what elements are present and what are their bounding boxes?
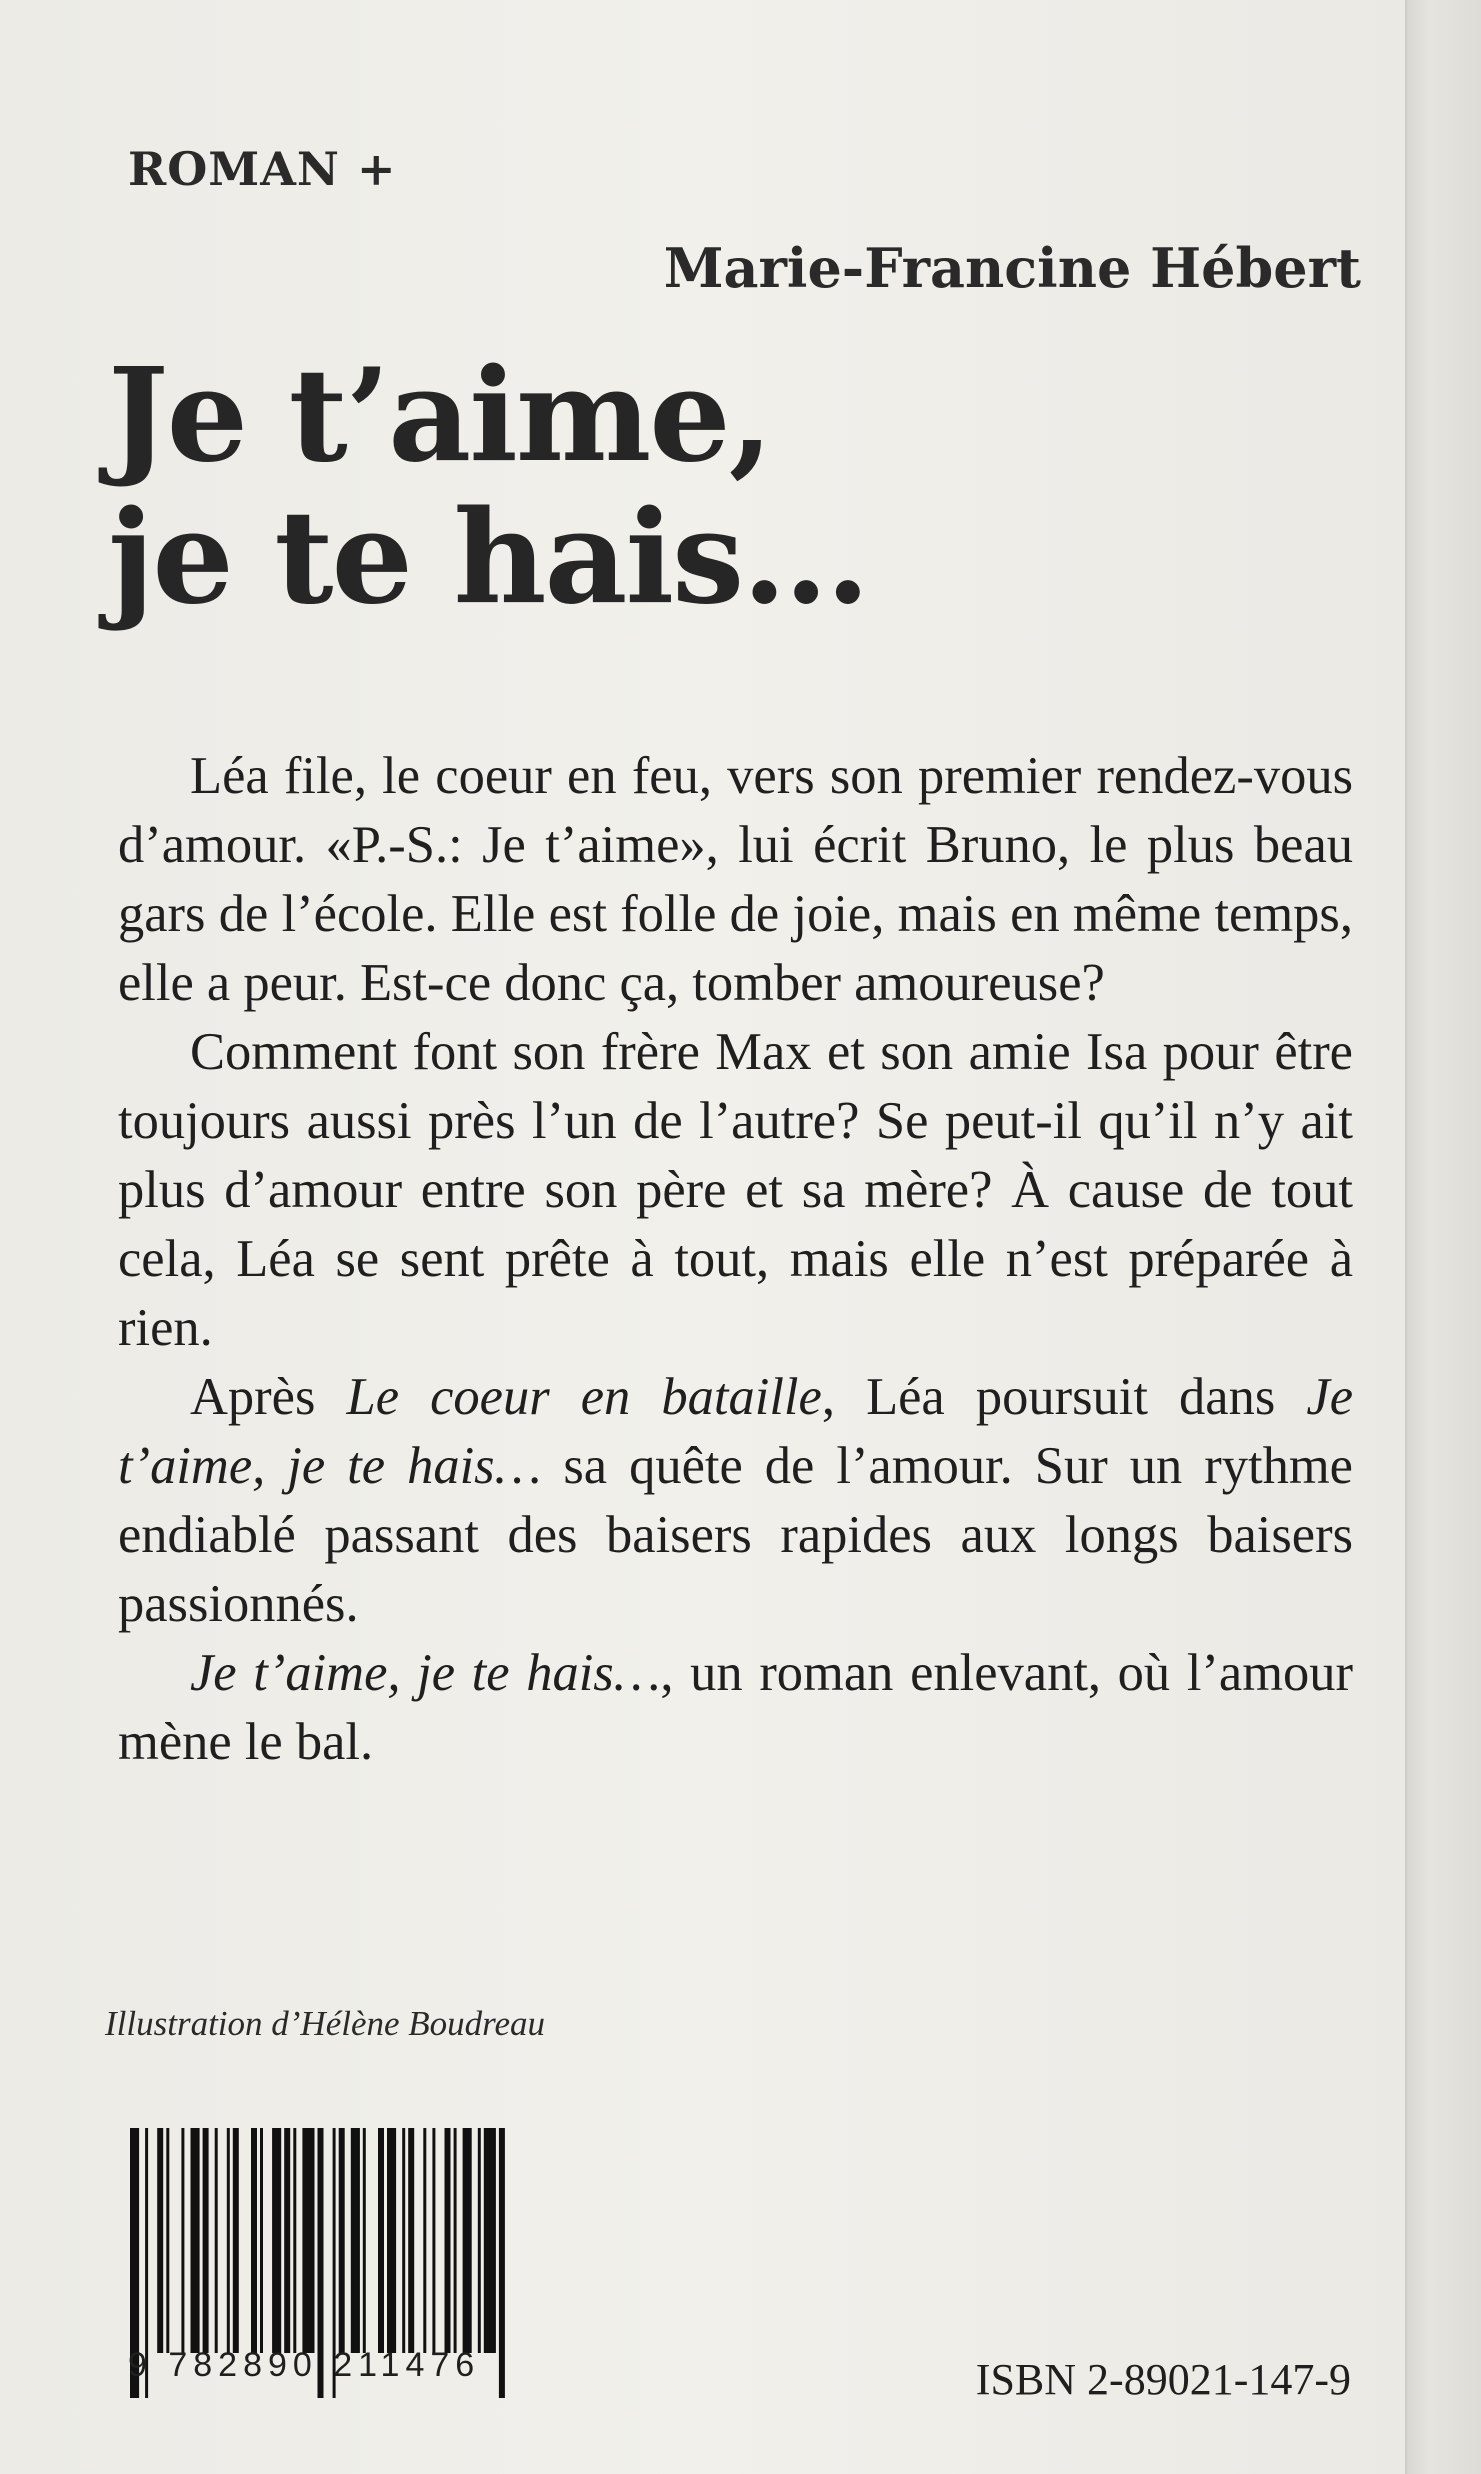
series-label: ROMAN + — [128, 142, 397, 196]
barcode-bar — [203, 2128, 209, 2353]
barcode-bar — [454, 2128, 457, 2353]
barcode-bar — [402, 2128, 405, 2353]
isbn-label: ISBN 2-89021-147-9 — [975, 2355, 1351, 2404]
barcode-bar — [251, 2128, 257, 2353]
blurb — [118, 742, 1353, 1777]
barcode-bar — [445, 2128, 451, 2353]
barcode-bar — [339, 2128, 345, 2353]
barcode-bar — [363, 2128, 366, 2353]
blurb-paragraph-3 — [118, 1363, 1353, 1639]
barcode-bar — [484, 2128, 496, 2353]
barcode-bar — [293, 2128, 296, 2353]
barcode-bar — [233, 2128, 239, 2353]
blurb-paragraph-2: Comment font son frère Max et son amie Isa pour être toujours aussi près l’un de l’autre? Se peut-il qu’il n’y ait plus d’amour entre son père et sa mère? À cause de tout cela, Léa se sent prête à tout, mais elle n’est préparée à rien. — [118, 1023, 1353, 1357]
blurb-paragraph-1: Léa file, le coeur en feu, vers son premier rendez-vous d’amour. «P.-S.: Je t’aime», lui écrit Bruno, le plus beau gars de l’école. Elle est folle de joie, mais en même temps, elle a peur. Est-ce donc ça, tomber amoureuse? — [118, 747, 1353, 1012]
barcode-bar — [272, 2128, 281, 2353]
blurb-text: Après — [190, 1368, 347, 1426]
barcode-bar — [260, 2128, 263, 2353]
barcode-bar — [227, 2128, 230, 2353]
blurb-text: sa quête de l’amour. Sur un rythme endiablé passant des baisers rapides aux longs baisers passionnés. — [118, 1437, 1353, 1633]
barcode-bar — [351, 2128, 360, 2353]
blurb-text: , un roman enlevant, où l’amour mène le bal. — [118, 1644, 1354, 1771]
book-reference: Le coeur en bataille — [346, 1368, 822, 1426]
barcode-bar — [302, 2128, 314, 2353]
barcode-bar — [387, 2128, 396, 2353]
barcode-bar — [191, 2128, 200, 2353]
barcode-bar — [408, 2128, 414, 2353]
blurb-text: , Léa poursuit dans — [821, 1368, 1307, 1426]
barcode-bar — [181, 2128, 184, 2353]
barcode-number: 9 782890 211476 — [128, 2346, 481, 2384]
illustration-credit: Illustration d’Hélène Boudreau — [105, 2004, 546, 2043]
author-name: Marie-Francine Hébert — [663, 236, 1361, 300]
barcode-bar — [166, 2128, 169, 2353]
barcode-bar — [478, 2128, 481, 2353]
book-reference: Je t’aime, je te hais… — [190, 1644, 661, 1702]
barcode-bar — [378, 2128, 384, 2353]
barcode-bar — [284, 2128, 290, 2353]
blurb-paragraph-4 — [118, 1639, 1353, 1777]
title-line-2: je te hais… — [108, 483, 869, 633]
book-title — [108, 341, 869, 633]
barcode-bar — [432, 2128, 435, 2353]
title-line-1: Je t’aime, — [108, 341, 772, 491]
barcode-bar — [423, 2128, 426, 2353]
book-reference: Je t’aime, je te hais… — [118, 1368, 1353, 1495]
barcode-bar — [157, 2128, 163, 2353]
cover-edge — [1405, 0, 1481, 2474]
barcode-bar — [463, 2128, 472, 2353]
barcode-bar — [215, 2128, 218, 2353]
